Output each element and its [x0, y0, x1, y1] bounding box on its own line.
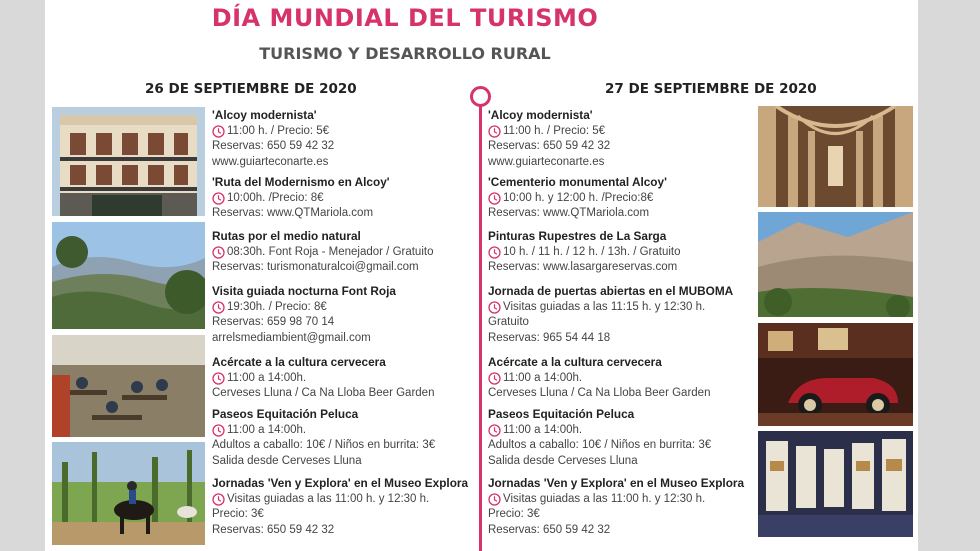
event-detail: Reservas: 965 54 44 18 — [488, 331, 611, 344]
clock-icon — [212, 424, 225, 437]
event-time: Visitas guiadas a las 11:15 h. y 12:30 h. — [503, 300, 706, 313]
event-detail: Cerveses Lluna / Ca Na Lloba Beer Garden — [212, 387, 435, 400]
clock-icon — [488, 125, 501, 138]
event-detail: Reservas: 650 59 42 32 — [212, 523, 335, 536]
clock-icon — [488, 246, 501, 259]
clock-icon — [212, 493, 225, 506]
timeline-dot — [470, 86, 491, 107]
event-right-pinturas-rupestres — [488, 229, 681, 276]
event-time: 11:00 a 14:00h. — [227, 371, 307, 384]
clock-icon — [212, 372, 225, 385]
clock-icon — [488, 493, 501, 506]
event-left-museo-explora — [212, 476, 468, 538]
event-detail: Reservas: 650 59 42 32 — [488, 140, 611, 153]
event-right-paseos-equitacion — [488, 407, 711, 469]
event-time-line — [212, 300, 396, 316]
event-time-line — [488, 124, 610, 140]
event-detail: Reservas: 659 98 70 14 — [212, 316, 335, 329]
event-link[interactable]: Reservas: turismonaturalcoi@gmail.com — [212, 261, 419, 274]
event-time: Visitas guiadas a las 11:00 h. y 12:30 h. — [227, 492, 430, 505]
event-right-muboma — [488, 284, 733, 346]
event-detail: Salida desde Cerveses Lluna — [488, 454, 638, 467]
event-detail: Adultos a caballo: 10€ / Niños en burrita: 3€ — [488, 439, 712, 452]
event-time: 11:00 a 14:00h. — [503, 371, 583, 384]
event-right-cultura-cervecera — [488, 355, 710, 402]
photo-muboma-museum — [758, 323, 913, 426]
event-detail: Precio: 3€ — [212, 508, 264, 521]
event-detail: Salida desde Cerveses Lluna — [212, 454, 362, 467]
clock-icon — [212, 192, 225, 205]
event-time: 11:00 h. / Precio: 5€ — [227, 124, 330, 137]
photo-rock-paintings — [758, 212, 913, 317]
clock-icon — [488, 192, 501, 205]
date-heading-left: 26 DE SEPTIEMBRE DE 2020 — [145, 81, 357, 97]
event-title: Visita guiada nocturna Font Roja — [212, 284, 396, 298]
event-time-line — [488, 371, 710, 387]
event-time: 19:30h. / Precio: 8€ — [227, 300, 327, 313]
clock-icon — [488, 301, 501, 314]
event-title: 'Alcoy modernista' — [488, 108, 593, 122]
event-link[interactable]: www.guiarteconarte.es — [212, 155, 329, 168]
event-link[interactable]: arrelsmediambient@gmail.com — [212, 331, 371, 344]
event-left-ruta-modernismo — [212, 175, 390, 222]
event-link[interactable]: Reservas: www.QTMariola.com — [212, 207, 374, 220]
event-time: 10:00 h. y 12:00 h. /Precio:8€ — [503, 191, 654, 204]
event-left-paseos-equitacion — [212, 407, 435, 469]
event-time-line — [212, 245, 433, 261]
poster — [45, 0, 918, 551]
event-title: Jornadas 'Ven y Explora' en el Museo Explora — [488, 476, 745, 490]
photo-museo-explora — [758, 431, 913, 537]
event-title: Pinturas Rupestres de La Sarga — [488, 229, 667, 243]
event-time: 08:30h. Font Roja - Menejador / Gratuito — [227, 245, 434, 258]
event-time-line — [212, 492, 468, 508]
event-title: Jornadas 'Ven y Explora' en el Museo Explora — [212, 476, 469, 490]
event-time-line — [212, 191, 390, 207]
event-left-cultura-cervecera — [212, 355, 434, 402]
event-time-line — [488, 300, 733, 316]
clock-icon — [212, 125, 225, 138]
event-link[interactable]: www.guiarteconarte.es — [488, 155, 605, 168]
event-title: Acércate a la cultura cervecera — [488, 355, 662, 369]
clock-icon — [488, 372, 501, 385]
event-title: 'Alcoy modernista' — [212, 108, 317, 122]
photo-natural-landscape — [52, 222, 205, 329]
event-detail: Precio: 3€ — [488, 508, 540, 521]
event-right-museo-explora — [488, 476, 744, 538]
event-time: Visitas guiadas a las 11:00 h. y 12:30 h. — [503, 492, 706, 505]
event-title: Paseos Equitación Peluca — [212, 407, 359, 421]
date-heading-right: 27 DE SEPTIEMBRE DE 2020 — [605, 81, 817, 97]
event-title: 'Ruta del Modernismo en Alcoy' — [212, 175, 390, 189]
event-time-line — [488, 492, 744, 508]
photo-horse-riding — [52, 442, 205, 545]
event-detail: Gratuito — [488, 316, 529, 329]
clock-icon — [212, 301, 225, 314]
timeline-line — [479, 100, 482, 551]
clock-icon — [488, 424, 501, 437]
event-title: Paseos Equitación Peluca — [488, 407, 635, 421]
event-left-rutas-medio-natural — [212, 229, 433, 276]
event-time: 10:00h. /Precio: 8€ — [227, 191, 324, 204]
clock-icon — [212, 246, 225, 259]
event-time: 11:00 a 14:00h. — [227, 423, 307, 436]
event-detail: Reservas: 650 59 42 32 — [488, 523, 611, 536]
event-right-cementerio — [488, 175, 667, 222]
event-title: Rutas por el medio natural — [212, 229, 361, 243]
event-time: 11:00 h. / Precio: 5€ — [503, 124, 606, 137]
photo-modernist-building — [52, 107, 205, 216]
event-time-line — [488, 191, 667, 207]
event-detail: Reservas: 650 59 42 32 — [212, 140, 335, 153]
event-detail: Adultos a caballo: 10€ / Niños en burrita: 3€ — [212, 439, 436, 452]
photo-beer-garden — [52, 335, 205, 437]
event-title: Jornada de puertas abiertas en el MUBOMA — [488, 284, 734, 298]
event-time-line — [212, 124, 334, 140]
event-title: 'Cementerio monumental Alcoy' — [488, 175, 667, 189]
event-time-line — [212, 371, 434, 387]
event-right-alcoy-modernista — [488, 108, 610, 170]
event-time-line — [488, 245, 681, 261]
photo-cemetery-arcade — [758, 106, 913, 207]
event-time: 10 h. / 11 h. / 12 h. / 13h. / Gratuito — [503, 245, 681, 258]
page-title: DÍA MUNDIAL DEL TURISMO — [211, 4, 599, 32]
event-time-line — [212, 423, 435, 439]
event-link[interactable]: Reservas: www.lasargareservas.com — [488, 261, 678, 274]
event-time-line — [488, 423, 711, 439]
event-title: Acércate a la cultura cervecera — [212, 355, 386, 369]
event-time: 11:00 a 14:00h. — [503, 423, 583, 436]
event-detail: Cerveses Lluna / Ca Na Lloba Beer Garden — [488, 387, 711, 400]
event-left-alcoy-modernista — [212, 108, 334, 170]
page-subtitle: TURISMO Y DESARROLLO RURAL — [259, 44, 551, 63]
event-left-visita-nocturna — [212, 284, 396, 346]
event-link[interactable]: Reservas: www.QTMariola.com — [488, 207, 650, 220]
